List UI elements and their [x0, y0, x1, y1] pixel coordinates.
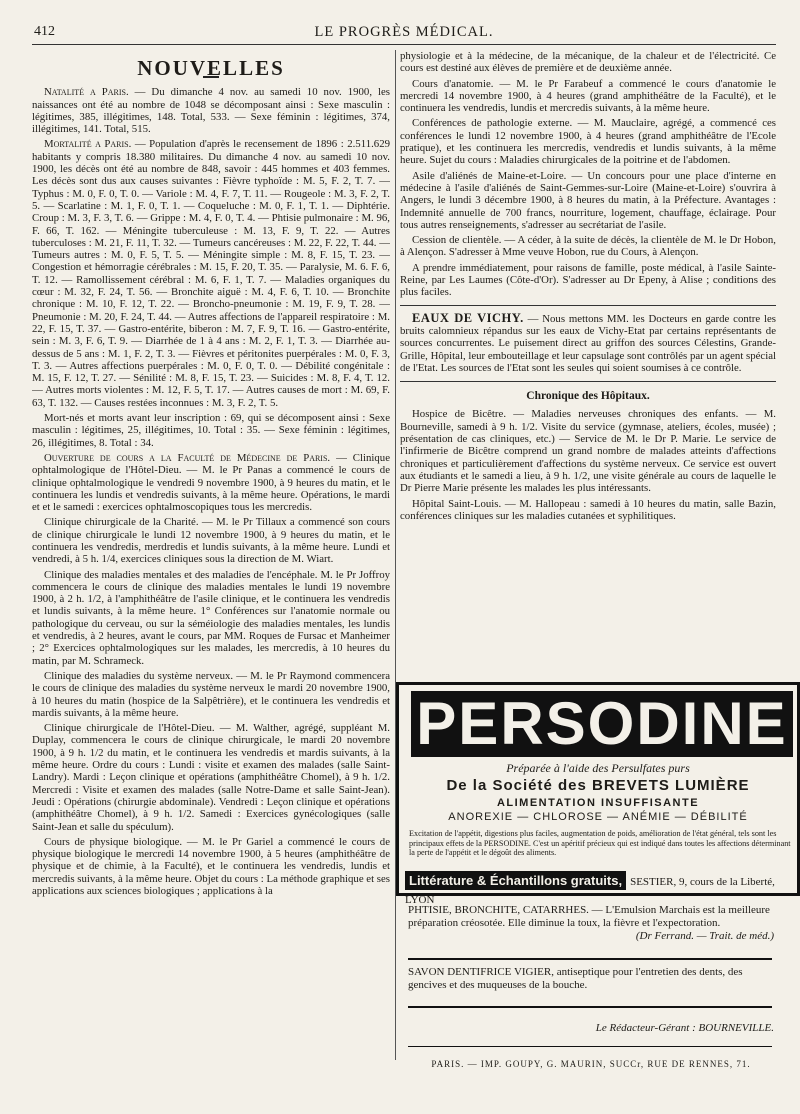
prendre-paragraph: A prendre immédiatement, pour raisons de famille, poste médical, à l'asile Sainte-Reine, par Les Laumes (Côte-d'Or). S'adresser au Dr Epeny, à Alise ; conditions des plus faciles.	[400, 261, 776, 299]
asile-paragraph: Asile d'aliénés de Maine-et-Loire. — Un concours pour une place d'interne en médecine à l'asile d'aliénés de Saint-Gemmes-sur-Loire (Maine-et-Loire) s'ouvrira à Angers, le lundi 3 décembre 1900, à 8 heures du matin, à la Préfecture. Avantages : Indemnité annuelle de 700 francs, nourriture, logement, chauffage, éclairage. Pour tous autres renseignements, s'adresser au secrétariat de l'asile.	[400, 169, 776, 231]
mort-nes-paragraph: Mort-nés et morts avant leur inscription : 69, qui se décomposent ainsi : Sexe masculin : légitimes, 25, illégitimes, 10. Total : 35. — Sexe féminin : légitimes, 26, illégitimes, 8. Total : 34.	[32, 412, 390, 449]
ad-footer	[405, 871, 793, 906]
ouverture-text: — Clinique ophtalmologique de l'Hôtel-Dieu. — M. le Pr Panas a commencé le cours de clinique ophtalmologique le vendredi 9 novembre 1900, à 9 heures du matin, et le continuera les lundis et vendredis suivants, à la même heure. Opérations, le mardi et et le samedi : exercices ophtalmoscopiques tous les mercredis.	[32, 451, 390, 514]
phtisie-text: PHTISIE, BRONCHITE, CATARRHES. — L'Emulsion Marchais est la meilleure préparation créosotée. Elle diminue la toux, la fièvre et l'expectoration.	[408, 904, 770, 929]
header-rule	[32, 44, 776, 45]
ad-conditions: ANOREXIE — CHLOROSE — ANÉMIE — DÉBILITÉ	[448, 811, 748, 823]
phtisie-notice	[408, 904, 774, 943]
mortalite-label: Mortalité a Paris.	[44, 138, 132, 151]
ad-subtitle: Préparée à l'aide des Persulfates purs	[506, 761, 690, 775]
savon-notice: SAVON DENTIFRICE VIGIER, antiseptique pour l'entretien des dents, des gencives et des muqueuses de la bouche.	[408, 966, 743, 991]
ouverture-label: Ouverture de cours a la Faculté de Médecine de Paris.	[44, 451, 331, 464]
left-column	[32, 50, 390, 1100]
printer-imprint: PARIS. — IMP. GOUPY, G. MAURIN, SUCCr, RUE DE RENNES, 71.	[431, 1059, 751, 1069]
column-divider	[395, 50, 396, 1060]
vichy-notice	[400, 305, 776, 382]
section-title: NOUVELLES	[137, 56, 285, 80]
page-header	[32, 22, 776, 42]
persodine-advertisement	[396, 682, 800, 906]
hoteldieu-paragraph: Clinique chirurgicale de l'Hôtel-Dieu. — M. Walther, agrégé, suppléant M. Duplay, commencera le cours de clinique chirurgicale, le mardi 20 novembre 1900, à 9 h. 1/2 du matin, et le continuera les vendredis et mardis suivants, à la même heure. Ordre du cours : Lundi : visite et examen des malades (salle Saint-Landry). Mardi : Leçon clinique et opérations (amphithéâtre Chomel), à 9 h. 1/2. Mercredi : Visite et examen des malades (salle Notre-Dame et salle Saint-Jean). Jeudi : Opérations (chirurgie abdominale). Vendredi : Leçon clinique et opérations (amphithéâtre Chomel), à 9 h. 1/2. Samedi : Exercices gynécologiques (salle Saint-Jean et salle du spéculum).	[32, 722, 390, 833]
natalite-paragraph	[32, 86, 390, 135]
physique-paragraph: Cours de physique biologique. — M. le Pr Gariel a commencé le cours de physique biologique le mercredi 14 novembre 1900, à 5 heures (amphithéâtre de physique et de chimie, à la Faculté), et le continuera les vendredis, lundis et mercredis suivants, à la même heure. Objet du cours : La méthode graphique et ses applications aux sciences biologiques ; applications à la	[32, 835, 390, 897]
phtisie-reference: (Dr Ferrand. — Trait. de méd.)	[635, 930, 774, 942]
continued-paragraph: physiologie et à la médecine, de la mécanique, de la chaleur et de l'électricité. Ce cours est destiné aux élèves de première et de deuxième année.	[400, 50, 776, 75]
mortalite-text: — Population d'après le recensement de 1896 : 2.511.629 habitants y compris 18.380 militaires. Du dimanche 4 nov. au samedi 10 nov. 1900, les décès ont été au nombre de 848, savoir : 445 hommes et 403 femmes. Les décès sont dus aux causes suivantes : Fièvre typhoïde : M. 5, F. 2, T. 7. — Typhus : M. 0, F. 0, T. 0. — Variole : M. 4, F. 7, T. 11. — Rougeole : M. 3, F. 2, T. 5. — Scarlatine : M. 1, F. 0, T. 1. — Coqueluche : M. 0, F. 1, T. 1. — Diphtérie. Croup : M. 3, F. 3, T. 6. — Grippe : M. 4, F. 0, T. 4. — Phtisie pulmonaire : M. 96, F. 66, T. 162. — Méningite tuberculeuse : M. 13, F. 9, T. 22. — Autres tuberculoses : M. 21, F. 11, T. 32. — Tumeurs cancéreuses : M. 22, F. 22, T. 44. — Tumeurs autres : M. 0, F. 5, T. 5. — Méningite simple : M. 8, F. 15, T. 23. — Congestion et hémorragie cérébrales : M. 15, F. 20, T. 35. — Paralysie, M. 6. F. 6, T. 12. — Ramollissement cérébral : M. 6, F. 1, T. 7. — Maladies organiques du cœur : M. 32, F. 24, T. 56. — Bronchite aiguë : M. 4, F. 6, T. 10. — Bronchite chronique : M. 10, F. 12, T. 22. — Broncho-pneumonie : M. 19, F. 9, T. 28. — Pneumonie : M. 20, F. 24, T. 44. — Autres affections de l'appareil respiratoire : M. 22, F. 15, T. 37. — Gastro-entérite, biberon : M. 7, F. 9, T. 16. — Gastro-entérite, sein : M. 3, F. 6, T. 9. — Diarrhée de 1 à 4 ans : M. 2, F. 1, T. 3. — Diarrhée au-dessus de 5 ans : M. 1, F. 2, T. 3. — Fièvres et péritonites puerpérales : M. 0, F. 3, T. 3. — Autres affections puerpérales : M. 0, F. 0, T. 0. — Débilité congénitale : M. 15, F. 12, T. 27. — Sénilité : M. 8, F. 15, T. 23. — Suicides : M. 8, F. 4, T. 12. — Autres morts violentes : M. 12, F. 5, T. 17. — Autres causes de mort : M. 69, F. 63, T. 132. — Causes restées inconnues : M. 3, F. 2, T. 5.	[32, 138, 390, 409]
right-column	[400, 50, 776, 1110]
running-title: LE PROGRÈS MÉDICAL.	[314, 24, 494, 40]
ad-description: Excitation de l'appétit, digestions plus faciles, augmentation de poids, amélioration de l'état général, tels sont les principaux effets de la PERSODINE. C'est un apéritif précieux qui est indiqué dans toutes les affections déterminant la perte de l'appétit et le dégoût des aliments.	[409, 829, 791, 857]
natalite-label: Natalité a Paris.	[44, 86, 129, 99]
cession-paragraph: Cession de clientèle. — A céder, à la suite de décès, la clientèle de M. le Dr Hobon, à Alençon. S'adresser à Mme veuve Hobon, rue du Cours, à Alençon.	[400, 234, 776, 259]
separator-rule-3	[408, 1046, 772, 1047]
mortalite-paragraph	[32, 138, 390, 409]
stlouis-paragraph: Hôpital Saint-Louis. — M. Hallopeau : samedi à 10 heures du matin, salle Bazin, conférences cliniques sur les maladies cutanées et syphilitiques.	[400, 497, 776, 522]
vichy-heading: EAUX DE VICHY.	[412, 310, 524, 325]
ad-samples-label: Littérature & Échantillons gratuits,	[405, 871, 626, 890]
page-number: 412	[34, 24, 55, 39]
ouverture-paragraph	[32, 452, 390, 513]
pathologie-paragraph: Conférences de pathologie externe. — M. Mauclaire, agrégé, a commencé ces conférences le lundi 12 novembre 1900, à 4 heures (grand amphithéâtre de l'Ecole pratique), et les continuera les mercredis, vendredis et lundis suivants, à la même heure. Sujet du cours : Maladies chirurgicales de la poitrine et de l'abdomen.	[400, 117, 776, 167]
nerveux-paragraph: Clinique des maladies du système nerveux. — M. le Pr Raymond commencera le cours de clinique des maladies du système nerveux le mardi 20 novembre 1900, à 10 heures du matin (hospice de la Salpêtrière), et le continuera les vendredis et mardis suivants, à la même heure.	[32, 669, 390, 719]
redacteur-gerant: Le Rédacteur-Gérant : BOURNEVILLE.	[595, 1022, 774, 1034]
ad-title: PERSODINE	[411, 691, 793, 757]
ad-address: SESTIER, 9, cours de la Liberté, LYON	[405, 876, 775, 906]
mentales-paragraph: Clinique des maladies mentales et des maladies de l'encéphale. M. le Pr Joffroy commencera le cours de clinique des maladies mentales le lundi 19 novembre 1900, à 2 h. 1/2, à l'amphithéâtre de l'asile clinique, et le continuera les vendredis et lundis suivants, à la même heure. 1° Conférences sur l'anatomie normale ou pathologique du cerveau, ou sur la séméiologie des maladies mentales, les lundis et vendredis, à 2 heures, avant le cours, par MM. Roques de Fursac et Manheimer ; 2° Exercices ophtalmologiques sur les malades, les mercredis, à 10 heures du matin, par M. Schrameck.	[32, 568, 390, 667]
vichy-text: — Nous mettons MM. les Docteurs en garde contre les bruits calomnieux répandus sur les eaux de Vichy-Etat par certains représentants de sources concurrentes. Le puisement direct au griffon des sources Célestins, Grande-Grille, Hôpital, leur embouteillage et leur capsulage sont contrôlés par un agent spécial de l'Etat. Les sources de l'Etat sont les seules qui soient soumises à ce contrôle.	[400, 312, 776, 374]
anatomie-paragraph: Cours d'anatomie. — M. le Pr Farabeuf a commencé le cours d'anatomie le mercredi 14 novembre 1900, à 4 heures (grand amphithéâtre de la Faculté), et le continuera les vendredis, lundis et mercredis suivants, à la même heure.	[400, 77, 776, 115]
separator-rule-2	[408, 1006, 772, 1008]
ad-alimentation: ALIMENTATION INSUFFISANTE	[496, 797, 700, 809]
bicetre-paragraph: Hospice de Bicêtre. — Maladies nerveuses chroniques des enfants. — M. Bourneville, samedi à 9 h. 1/2. Visite du service (gymnase, ateliers, écoles, musée) ; présentation de cas cliniques, etc.) — Service de M. le Dr P. Marie. Le service de l'infirmerie de Bicêtre comprend un grand nombre de malades atteints d'affections chroniques et particulièrement d'affections du système nerveux. Ce service est ouvert aux étudiants et le samedi a lieu, à 9 h. 1/2, une visite générale au cours de laquelle le Dr Pierre Marie présente les malades les plus intéressants.	[400, 408, 776, 495]
natalite-text: — Du dimanche 4 nov. au samedi 10 nov. 1900, les naissances ont été au nombre de 1048 se décomposant ainsi : Sexe masculin : légitimes, 385, illégitimes, 148. Total, 533. — Sexe féminin : légitimes, 374, illégitimes, 141. Total, 515.	[32, 86, 390, 136]
charite-paragraph: Clinique chirurgicale de la Charité. — M. le Pr Tillaux a commencé son cours de clinique chirurgicale le lundi 12 novembre 1900, à 9 heures du matin, et le continuera les vendredis, merdredis et lundis suivants, à la même heure. Lundi et vendredi, à 5 h. 1/4, exercices cliniques sous la direction de M. Wiart.	[32, 516, 390, 566]
ad-society: De la Société des BREVETS LUMIÈRE	[446, 777, 750, 794]
separator-rule	[408, 958, 772, 960]
chronique-title: Chronique des Hôpitaux.	[526, 390, 650, 403]
